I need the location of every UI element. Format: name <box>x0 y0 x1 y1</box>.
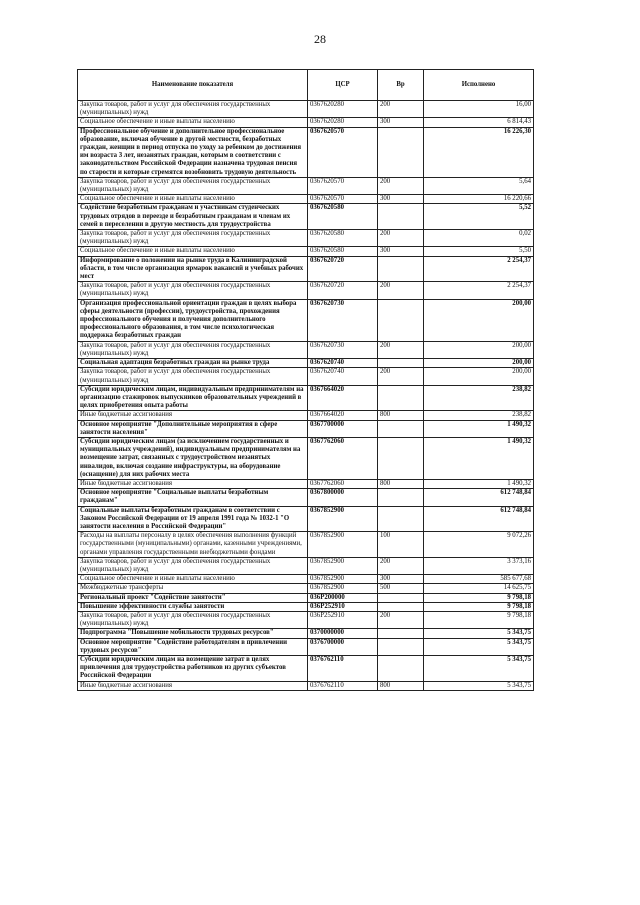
row-csr-cell: 0367620570 <box>308 195 378 204</box>
row-name-cell: Профессиональное обучение и дополнительное профессиональное образование, включая обучение в другой местности, безработных граждан, женщин в период отпуска по уходу за ребенком до достижения им возраста 3 лет, незанятых граждан, которым в соответствии с законодательством Российской Федерации назначена трудовая пенсия по старости и которые стремятся возобновить трудовую деятельность <box>78 127 308 177</box>
row-name-cell: Закупка товаров, работ и услуг для обеспечения государственных (муниципальных) нужд <box>78 101 308 118</box>
row-name-cell: Основное мероприятие "Содействие работодателям в привлечении трудовых ресурсов" <box>78 638 308 655</box>
page-number: 28 <box>314 32 326 46</box>
row-name-cell: Информирование о положении на рынке труда в Калининградской области, в том числе организация ярмарок вакансий и учебных рабочих мест <box>78 256 308 282</box>
row-name-cell: Основное мероприятие "Дополнительные мероприятия в сфере занятости населения" <box>78 420 308 437</box>
row-amount-cell: 5 343,75 <box>424 638 534 655</box>
table-row <box>78 411 534 420</box>
row-amount-cell: 2 254,37 <box>424 256 534 282</box>
row-csr-cell: 0367852900 <box>308 584 378 593</box>
row-csr-cell: 0370000000 <box>308 629 378 638</box>
row-vr-cell: 200 <box>378 101 424 118</box>
row-csr-cell: 0367852900 <box>308 506 378 532</box>
row-csr-cell: 036P200000 <box>308 593 378 602</box>
table-row <box>78 127 534 177</box>
row-name-cell: Закупка товаров, работ и услуг для обеспечения государственных (муниципальных) нужд <box>78 230 308 247</box>
table-row <box>78 101 534 118</box>
row-vr-cell: 800 <box>378 479 424 488</box>
table-row <box>78 638 534 655</box>
row-csr-cell: 0367700000 <box>308 420 378 437</box>
row-vr-cell <box>378 656 424 682</box>
row-csr-cell: 0367620280 <box>308 101 378 118</box>
column-header-csr: ЦСР <box>308 70 378 101</box>
row-amount-cell: 14 625,75 <box>424 584 534 593</box>
row-vr-cell <box>378 437 424 479</box>
row-name-cell: Содействие безработным гражданам и участникам студенческих трудовых отрядов в переезде и безработным гражданам и членам их семей в переселении в другую местность для трудоустройства <box>78 204 308 230</box>
row-name-cell: Социальные выплаты безработным гражданам в соответствии с Законом Российской Федерации от 19 апреля 1991 года № 1032-1 "О занятости населения в Российской Федерации" <box>78 506 308 532</box>
row-name-cell: Закупка товаров, работ и услуг для обеспечения государственных (муниципальных) нужд <box>78 368 308 385</box>
row-vr-cell: 800 <box>378 681 424 690</box>
row-vr-cell: 800 <box>378 411 424 420</box>
row-csr-cell: 0367664020 <box>308 411 378 420</box>
row-amount-cell: 5,50 <box>424 247 534 256</box>
row-csr-cell: 0367852900 <box>308 532 378 558</box>
row-vr-cell: 300 <box>378 575 424 584</box>
row-amount-cell: 200,00 <box>424 368 534 385</box>
table-row <box>78 629 534 638</box>
row-name-cell: Субсидии юридическим лицам на возмещение затрат в целях привлечения для трудоустройства работников из других субъектов Российской Федерации <box>78 656 308 682</box>
row-name-cell: Социальное обеспечение и иные выплаты населению <box>78 575 308 584</box>
row-csr-cell: 0367620570 <box>308 177 378 194</box>
row-csr-cell: 0367620570 <box>308 127 378 177</box>
table-row <box>78 230 534 247</box>
table-row <box>78 437 534 479</box>
row-csr-cell: 0367852900 <box>308 557 378 574</box>
row-vr-cell: 200 <box>378 611 424 628</box>
row-name-cell: Социальное обеспечение и иные выплаты населению <box>78 195 308 204</box>
row-amount-cell: 6 814,43 <box>424 118 534 127</box>
table-row <box>78 479 534 488</box>
column-header-amount: Исполнено <box>424 70 534 101</box>
row-vr-cell <box>378 385 424 411</box>
row-vr-cell: 200 <box>378 341 424 358</box>
row-amount-cell: 9 072,26 <box>424 532 534 558</box>
table-row <box>78 656 534 682</box>
table-row <box>78 385 534 411</box>
row-amount-cell: 612 748,84 <box>424 489 534 506</box>
row-vr-cell <box>378 602 424 611</box>
row-vr-cell: 200 <box>378 368 424 385</box>
row-vr-cell: 300 <box>378 118 424 127</box>
column-header-vr: Вр <box>378 70 424 101</box>
table-row <box>78 195 534 204</box>
table-row <box>78 611 534 628</box>
row-name-cell: Закупка товаров, работ и услуг для обеспечения государственных (муниципальных) нужд <box>78 557 308 574</box>
row-csr-cell: 0367620580 <box>308 204 378 230</box>
table-row <box>78 118 534 127</box>
row-amount-cell: 16 220,66 <box>424 195 534 204</box>
row-name-cell: Закупка товаров, работ и услуг для обеспечения государственных (муниципальных) нужд <box>78 177 308 194</box>
row-amount-cell: 9 798,18 <box>424 611 534 628</box>
row-vr-cell <box>378 359 424 368</box>
table-row <box>78 506 534 532</box>
row-csr-cell: 0367620720 <box>308 282 378 299</box>
table-row <box>78 602 534 611</box>
column-header-name: Наименование показателя <box>78 70 308 101</box>
row-amount-cell: 5,64 <box>424 177 534 194</box>
row-vr-cell <box>378 420 424 437</box>
row-amount-cell: 16,00 <box>424 101 534 118</box>
row-name-cell: Иные бюджетные ассигнования <box>78 479 308 488</box>
row-csr-cell: 036P252910 <box>308 611 378 628</box>
row-amount-cell: 9 798,18 <box>424 593 534 602</box>
row-name-cell: Иные бюджетные ассигнования <box>78 411 308 420</box>
row-csr-cell: 0367620730 <box>308 341 378 358</box>
row-vr-cell <box>378 638 424 655</box>
row-csr-cell: 0367620280 <box>308 118 378 127</box>
row-amount-cell: 9 798,18 <box>424 602 534 611</box>
row-csr-cell: 0367620720 <box>308 256 378 282</box>
row-name-cell: Организация профессиональной ориентации граждан в целях выбора сферы деятельности (профессии), трудоустройства, прохождения профессионального обучения и получения дополнительного профессионального образования, в том числе психологическая поддержка безработных граждан <box>78 299 308 341</box>
row-name-cell: Социальное обеспечение и иные выплаты населению <box>78 247 308 256</box>
row-csr-cell: 0367620580 <box>308 247 378 256</box>
row-vr-cell: 100 <box>378 532 424 558</box>
table-row <box>78 681 534 690</box>
row-name-cell: Субсидии юридическим лицам, индивидуальным предпринимателям на организацию стажировок выпускников образовательных учреждений в целях приобретения опыта работы <box>78 385 308 411</box>
row-amount-cell: 585 677,68 <box>424 575 534 584</box>
table-row <box>78 256 534 282</box>
table-row <box>78 368 534 385</box>
row-csr-cell: 0367800000 <box>308 489 378 506</box>
row-amount-cell: 200,00 <box>424 299 534 341</box>
row-vr-cell: 200 <box>378 557 424 574</box>
row-amount-cell: 5 343,75 <box>424 656 534 682</box>
table-row <box>78 489 534 506</box>
row-csr-cell: 0367620730 <box>308 299 378 341</box>
row-name-cell: Региональный проект "Содействие занятости" <box>78 593 308 602</box>
table-row <box>78 247 534 256</box>
row-amount-cell: 238,82 <box>424 385 534 411</box>
row-csr-cell: 0367762060 <box>308 479 378 488</box>
row-name-cell: Повышение эффективности службы занятости <box>78 602 308 611</box>
row-csr-cell: 0367852900 <box>308 575 378 584</box>
row-csr-cell: 0367620740 <box>308 368 378 385</box>
row-vr-cell <box>378 256 424 282</box>
table-row <box>78 299 534 341</box>
row-amount-cell: 612 748,84 <box>424 506 534 532</box>
row-name-cell: Закупка товаров, работ и услуг для обеспечения государственных (муниципальных) нужд <box>78 282 308 299</box>
row-name-cell: Закупка товаров, работ и услуг для обеспечения государственных (муниципальных) нужд <box>78 611 308 628</box>
row-vr-cell: 200 <box>378 177 424 194</box>
row-name-cell: Иные бюджетные ассигнования <box>78 681 308 690</box>
row-amount-cell: 0,02 <box>424 230 534 247</box>
table-row <box>78 584 534 593</box>
row-vr-cell <box>378 489 424 506</box>
row-name-cell: Закупка товаров, работ и услуг для обеспечения государственных (муниципальных) нужд <box>78 341 308 358</box>
table-row <box>78 575 534 584</box>
row-amount-cell: 5,52 <box>424 204 534 230</box>
row-csr-cell: 0367664020 <box>308 385 378 411</box>
row-csr-cell: 0376762110 <box>308 656 378 682</box>
row-vr-cell: 300 <box>378 247 424 256</box>
row-name-cell: Социальная адаптация безработных граждан на рынке труда <box>78 359 308 368</box>
table-row <box>78 177 534 194</box>
row-amount-cell: 3 373,16 <box>424 557 534 574</box>
row-name-cell: Социальное обеспечение и иные выплаты населению <box>78 118 308 127</box>
row-vr-cell: 200 <box>378 230 424 247</box>
row-amount-cell: 200,00 <box>424 359 534 368</box>
row-csr-cell: 0367762060 <box>308 437 378 479</box>
row-amount-cell: 238,82 <box>424 411 534 420</box>
row-csr-cell: 0367620580 <box>308 230 378 247</box>
row-amount-cell: 16 226,30 <box>424 127 534 177</box>
table-row <box>78 282 534 299</box>
row-csr-cell: 0376762110 <box>308 681 378 690</box>
row-vr-cell <box>378 299 424 341</box>
row-amount-cell: 1 490,32 <box>424 437 534 479</box>
table-row <box>78 593 534 602</box>
table-header-row <box>78 70 534 101</box>
table-body <box>78 101 534 691</box>
table-row <box>78 204 534 230</box>
row-amount-cell: 5 343,75 <box>424 629 534 638</box>
row-vr-cell: 300 <box>378 195 424 204</box>
row-name-cell: Расходы на выплаты персоналу в целях обеспечения выполнения функций государственными (муниципальными) органами, казенными учреждениями, органами управления государственными внебюджетными фондами <box>78 532 308 558</box>
row-name-cell: Межбюджетные трансферты <box>78 584 308 593</box>
table-row <box>78 557 534 574</box>
row-name-cell: Основное мероприятие "Социальные выплаты безработным гражданам" <box>78 489 308 506</box>
row-vr-cell <box>378 506 424 532</box>
row-vr-cell: 500 <box>378 584 424 593</box>
row-amount-cell: 1 490,32 <box>424 479 534 488</box>
row-amount-cell: 200,00 <box>424 341 534 358</box>
row-vr-cell: 200 <box>378 282 424 299</box>
budget-execution-table <box>77 69 534 691</box>
row-vr-cell <box>378 204 424 230</box>
row-amount-cell: 2 254,37 <box>424 282 534 299</box>
row-csr-cell: 0367620740 <box>308 359 378 368</box>
table-row <box>78 341 534 358</box>
row-name-cell: Субсидии юридическим лицам (за исключением государственных и муниципальных учреждений), индивидуальным предпринимателям на возмещение затрат, связанных с трудоустройством незанятых инвалидов, включая создание инфраструктуры, на оборудование (оснащение) для них рабочих места <box>78 437 308 479</box>
row-vr-cell <box>378 593 424 602</box>
row-amount-cell: 5 343,75 <box>424 681 534 690</box>
row-vr-cell <box>378 629 424 638</box>
table-row <box>78 420 534 437</box>
row-amount-cell: 1 490,32 <box>424 420 534 437</box>
row-name-cell: Подпрограмма "Повышение мобильности трудовых ресурсов" <box>78 629 308 638</box>
table-row <box>78 359 534 368</box>
row-vr-cell <box>378 127 424 177</box>
row-csr-cell: 0376700000 <box>308 638 378 655</box>
row-csr-cell: 036P252910 <box>308 602 378 611</box>
table-row <box>78 532 534 558</box>
